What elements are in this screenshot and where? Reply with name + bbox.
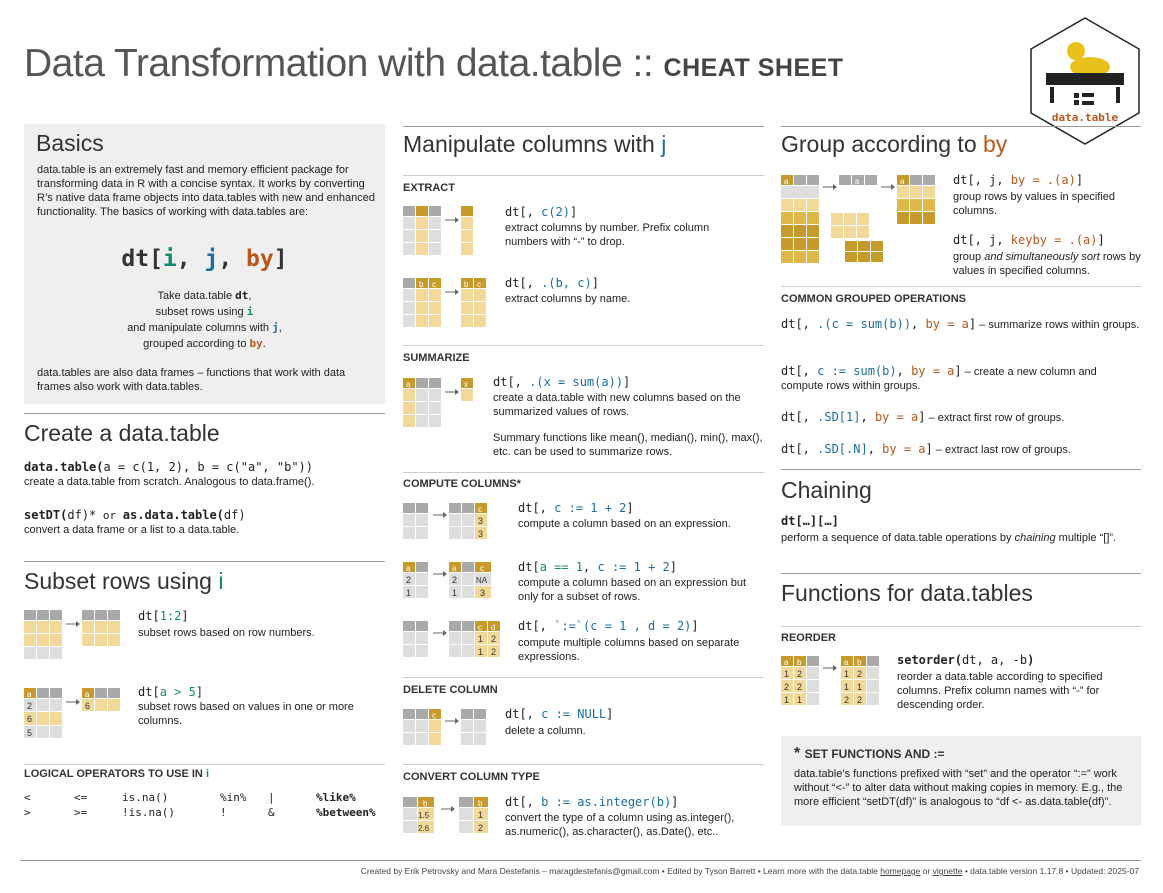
grid-cell — [108, 634, 120, 646]
svg-text:2: 2 — [844, 695, 850, 705]
set-functions-label: * SET FUNCTIONS AND := — [794, 745, 945, 762]
group-desc-1: group rows by values in specified columns. — [953, 191, 1116, 217]
svg-text:a: a — [900, 177, 905, 186]
svg-text:1: 1 — [784, 669, 790, 679]
subset-rows-diagram — [24, 610, 134, 662]
grid-cell — [108, 610, 120, 620]
delete-code: dt[, c := NULL] — [505, 707, 614, 721]
compute-desc-1: compute a column based on an expression. — [518, 518, 731, 530]
logical-operators: < <= is.na() %in% | %like% > >= !is.na() ! & %between% — [24, 791, 376, 819]
subset-code-1: dt[1:2] — [138, 609, 189, 623]
svg-text:2.6: 2.6 — [418, 824, 430, 833]
svg-text:b: b — [464, 280, 469, 289]
compute-label: COMPUTE COLUMNS* — [403, 478, 521, 490]
svg-text:a: a — [406, 564, 411, 573]
svg-text:a: a — [452, 564, 457, 573]
grid-cell — [24, 647, 36, 659]
compute-diagram-3 — [403, 621, 513, 663]
extract-name-diagram — [403, 278, 503, 330]
svg-text:c: c — [480, 564, 484, 573]
common-grouped-label: COMMON GROUPED OPERATIONS — [781, 293, 966, 305]
grid-cell — [50, 634, 62, 646]
group-heading: Group according to by — [781, 131, 1008, 157]
svg-text:a: a — [406, 380, 411, 389]
svg-text:a: a — [855, 177, 860, 186]
svg-text:2: 2 — [491, 647, 497, 657]
grid-cell — [50, 610, 62, 620]
svg-text:x: x — [464, 380, 468, 389]
svg-text:3: 3 — [478, 516, 484, 526]
svg-text:1: 1 — [857, 682, 863, 692]
delete-desc: delete a column. — [505, 725, 586, 737]
basics-syntax: dt[i, j, by] — [121, 246, 288, 272]
svg-text:1: 1 — [406, 588, 412, 598]
common-op-2: dt[, c := sum(b), by = a] – create a new column and compute rows within groups. — [781, 364, 1097, 392]
basics-intro: data.table is an extremely fast and memory efficient package for transforming data in R with a concise syntax. It works by converting R’s native data frame objects into data.tables with new and enhanced functionality. The basics of working with data.tables are: — [37, 164, 375, 218]
compute-code-1: dt[, c := 1 + 2] — [518, 501, 634, 515]
grid-cell — [95, 621, 107, 633]
grid-cell — [95, 610, 107, 620]
subset-values-diagram — [24, 688, 134, 740]
extract-desc-1: extract columns by number. Prefix column numbers with “-” to drop. — [505, 222, 710, 248]
chaining-heading: Chaining — [781, 477, 872, 503]
basics-heading: Basics — [36, 130, 104, 156]
summarize-desc-2: Summary functions like mean(), median(), min(), max(), etc. can be used to summarize rows. — [493, 432, 763, 458]
compute-code-2: dt[a == 1, c := 1 + 2] — [518, 560, 677, 574]
svg-text:a: a — [784, 177, 789, 186]
compute-desc-2: compute a column based on an expression but only for a subset of rows. — [518, 577, 747, 603]
grid-cell — [24, 621, 36, 633]
svg-text:2: 2 — [452, 575, 458, 585]
svg-text:2: 2 — [491, 634, 497, 644]
grid-cell — [37, 610, 49, 620]
logo-text: data.table — [1051, 111, 1119, 124]
group-desc-2: group and simultaneously sort rows by values in specified columns. — [953, 251, 1141, 277]
summarize-desc: create a data.table with new columns based on the summarized values of rows. — [493, 392, 741, 418]
svg-text:3: 3 — [478, 529, 484, 539]
grid-cell — [82, 621, 94, 633]
grid-cell — [37, 634, 49, 646]
grid-cell — [24, 610, 36, 620]
compute-diagram-1 — [403, 503, 513, 545]
svg-text:1.5: 1.5 — [418, 811, 430, 820]
subset-desc-1: subset rows based on row numbers. — [138, 627, 315, 639]
svg-text:c: c — [478, 505, 482, 514]
extract-code-1: dt[, c(2)] — [505, 205, 578, 219]
svg-text:a: a — [27, 690, 32, 699]
footer: Created by Erik Petrovsky and Mara Destefanis – maragdestefanis@gmail.com • Edited by Tyson Barrett • Learn more with the data.table homepage or vignette • data.table version 1.17.8 • Updated: 2025-07 — [360, 866, 1139, 876]
reorder-code: setorder(dt, a, -b) — [897, 653, 1035, 667]
group-code-1: dt[, j, by = .(a)] — [953, 173, 1084, 187]
svg-text:5: 5 — [27, 728, 33, 738]
vignette-link[interactable]: vignette — [932, 866, 963, 876]
cheat-sheet-label: CHEAT SHEET — [663, 54, 844, 82]
grid-cell — [82, 634, 94, 646]
grid-cell — [37, 621, 49, 633]
convert-desc: convert the type of a column using as.integer(), as.numeric(), as.character(), as.Date(), etc.. — [505, 812, 735, 838]
svg-text:3: 3 — [480, 588, 486, 598]
svg-text:2: 2 — [797, 669, 803, 679]
convert-label: CONVERT COLUMN TYPE — [403, 771, 540, 783]
svg-text:NA: NA — [476, 576, 488, 585]
svg-text:d: d — [491, 623, 496, 632]
svg-text:2: 2 — [857, 669, 863, 679]
extract-label: EXTRACT — [403, 182, 455, 194]
extract-code-2: dt[, .(b, c)] — [505, 276, 599, 290]
basics-explain: Take data.table dt, subset rows using i and manipulate columns with j, grouped according to by. — [127, 289, 282, 350]
reorder-desc: reorder a data.table according to specified columns. Prefix column names with “-” for descending order. — [897, 671, 1103, 711]
summarize-code: dt[, .(x = sum(a))] — [493, 375, 631, 389]
svg-text:1: 1 — [844, 669, 850, 679]
svg-text:2: 2 — [27, 701, 33, 711]
svg-text:2: 2 — [784, 682, 790, 692]
create-desc-1: create a data.table from scratch. Analogous to data.frame(). — [24, 476, 315, 488]
data-table-logo — [1028, 15, 1142, 147]
svg-text:c: c — [432, 711, 436, 720]
svg-text:a: a — [844, 658, 849, 667]
svg-text:b: b — [857, 658, 862, 667]
svg-text:1: 1 — [478, 647, 484, 657]
svg-text:1: 1 — [478, 810, 484, 820]
compute-desc-3: compute multiple columns based on separate expressions. — [518, 637, 740, 663]
subset-desc-2: subset rows based on values in one or more columns. — [138, 701, 354, 727]
svg-text:c: c — [477, 280, 481, 289]
extract-number-diagram — [403, 206, 503, 258]
homepage-link[interactable]: homepage — [880, 866, 921, 876]
svg-text:2: 2 — [478, 823, 484, 833]
svg-text:2: 2 — [857, 695, 863, 705]
svg-text:2: 2 — [797, 682, 803, 692]
svg-text:1: 1 — [784, 695, 790, 705]
svg-text:a: a — [85, 690, 90, 699]
svg-text:6: 6 — [85, 701, 91, 711]
logical-heading: LOGICAL OPERATORS TO USE IN i — [24, 768, 209, 780]
svg-text:1: 1 — [844, 682, 850, 692]
convert-diagram — [403, 797, 503, 837]
svg-text:1: 1 — [452, 588, 458, 598]
page-title: Data Transformation with data.table :: CHEAT SHEET — [24, 42, 844, 85]
functions-heading: Functions for data.tables — [781, 580, 1033, 606]
create-code-2: setDT(df)* or as.data.table(df) — [24, 508, 246, 522]
svg-text:b: b — [423, 799, 428, 808]
extract-desc-2: extract columns by name. — [505, 293, 631, 305]
manip-heading: Manipulate columns with j — [403, 131, 667, 157]
grid-cell — [82, 610, 94, 620]
svg-text:b: b — [478, 799, 483, 808]
group-code-2: dt[, j, keyby = .(a)] — [953, 233, 1105, 247]
svg-text:1: 1 — [797, 695, 803, 705]
svg-text:b: b — [419, 280, 424, 289]
common-op-4: dt[, .SD[.N], by = a] – extract last row of groups. — [781, 442, 1071, 456]
grid-cell — [50, 621, 62, 633]
svg-text:c: c — [432, 280, 436, 289]
svg-text:2: 2 — [406, 575, 412, 585]
grid-cell — [24, 634, 36, 646]
compute-diagram-2 — [403, 562, 513, 604]
subset-heading: Subset rows using i — [24, 568, 224, 594]
convert-code: dt[, b := as.integer(b)] — [505, 795, 679, 809]
create-desc-2: convert a data frame or a list to a data.table. — [24, 524, 240, 536]
svg-text:c: c — [478, 623, 482, 632]
delete-diagram — [403, 709, 503, 749]
grid-cell — [37, 647, 49, 659]
grid-cell — [108, 621, 120, 633]
group-diagram — [781, 175, 949, 265]
delete-label: DELETE COLUMN — [403, 684, 498, 696]
reorder-diagram — [781, 656, 893, 708]
common-op-1: dt[, .(c = sum(b)), by = a] – summarize rows within groups. — [781, 317, 1140, 331]
grid-cell — [95, 634, 107, 646]
grid-cell — [50, 647, 62, 659]
common-op-3: dt[, .SD[1], by = a] – extract first row of groups. — [781, 410, 1065, 424]
create-code-1: data.table(a = c(1, 2), b = c("a", "b")) — [24, 460, 313, 474]
subset-code-2: dt[a > 5] — [138, 685, 204, 699]
create-heading: Create a data.table — [24, 420, 220, 446]
chaining-code: dt[…][…] — [781, 514, 839, 528]
svg-text:a: a — [784, 658, 789, 667]
svg-text:6: 6 — [27, 714, 33, 724]
compute-code-3: dt[, `:=`(c = 1 , d = 2)] — [518, 619, 699, 633]
svg-text:1: 1 — [478, 634, 484, 644]
summarize-label: SUMMARIZE — [403, 352, 470, 364]
svg-text:b: b — [797, 658, 802, 667]
chaining-desc: perform a sequence of data.table operations by chaining multiple “[]”. — [781, 532, 1117, 544]
set-functions-desc: data.table’s functions prefixed with “set” and the operator “:=” work without “<-” to alter data without making copies in memory. E.g., the more efficient “setDT(df)” is analogous to “df <- as.data.table(df)”. — [794, 768, 1123, 808]
reorder-label: REORDER — [781, 632, 837, 644]
summarize-diagram — [403, 378, 493, 430]
basics-note: data.tables are also data frames – functions that work with data frames also work with data.tables. — [37, 367, 346, 393]
